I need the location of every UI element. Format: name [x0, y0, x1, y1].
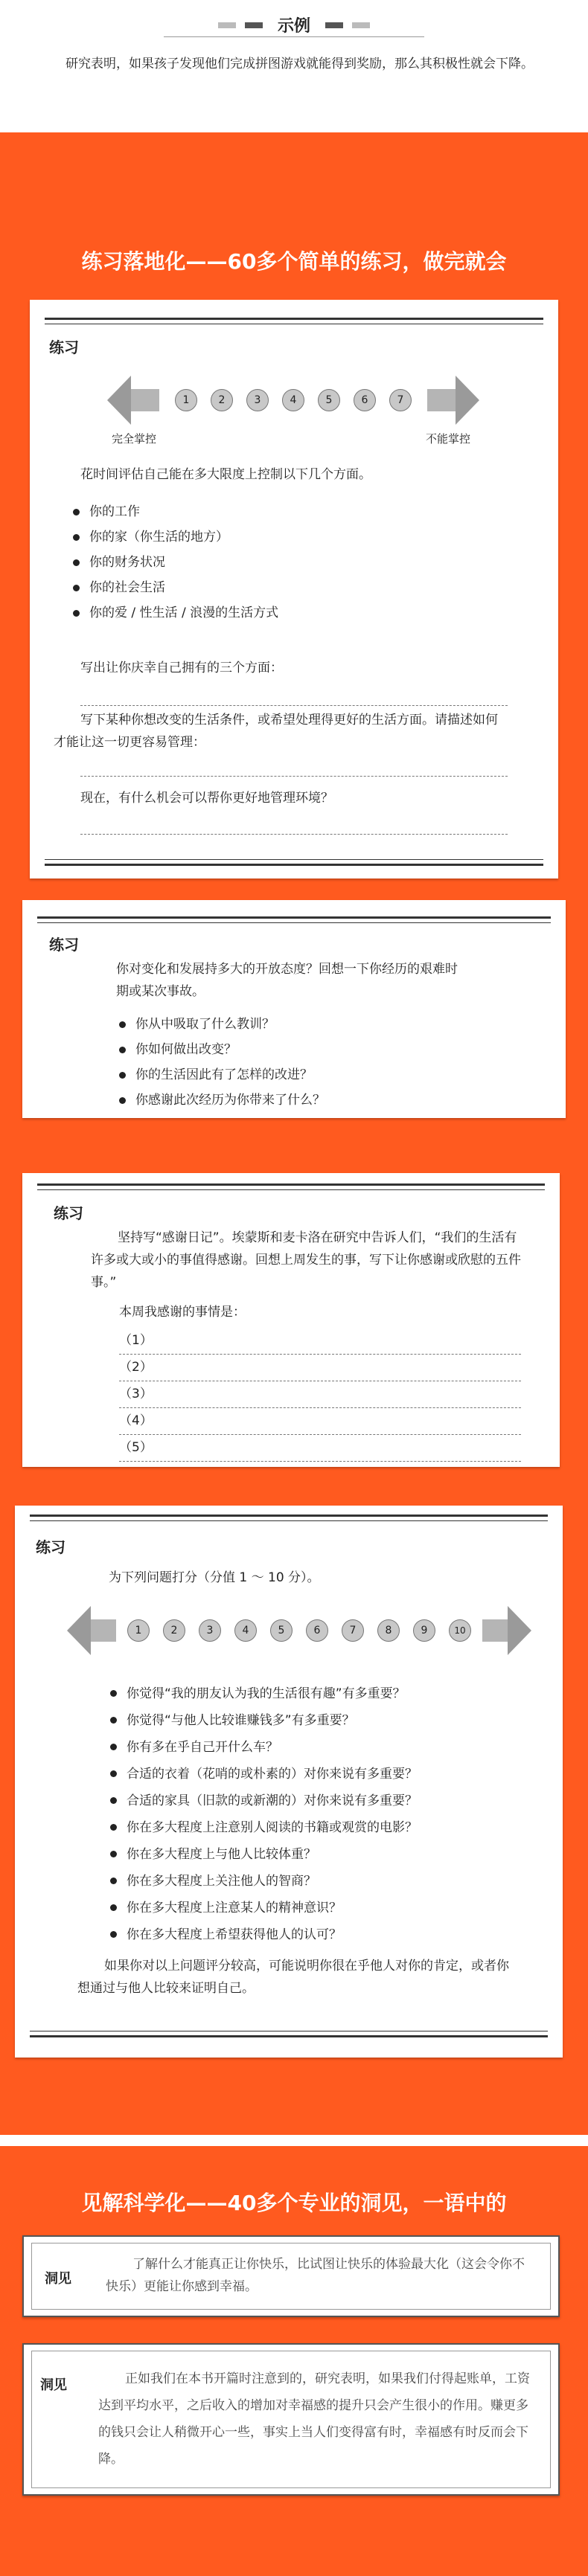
- exercise1-card: [30, 300, 558, 879]
- insight1-text: 了解什么才能真正让你快乐，比试图让快乐的体验最大化（这会令你不快乐）更能让你感到幸福。: [106, 2257, 525, 2294]
- scale-point: 8: [377, 1619, 400, 1642]
- insight2-text: 正如我们在本书开篇时注意到的，研究表明，如果我们付得起账单，工资达到平均水平，之后收入的增加对幸福感的提升只会产生很小的作用。赚更多的钱只会让人稍微开心一些，事实上当人们变得富有时，幸福感有时反而会下降。: [98, 2371, 530, 2467]
- example-block: [0, 0, 588, 132]
- exercise3-card: [22, 1173, 560, 1467]
- example-header: [0, 13, 588, 36]
- exercise3-prompt: 本周我感谢的事情是：: [119, 1305, 246, 1320]
- exercise2-label: 练习: [49, 936, 79, 954]
- list-item: 你的爱 / 性生活 / 浪漫的生活方式: [70, 600, 278, 626]
- exercise3-intro: 坚持写“感谢日记”。埃蒙斯和麦卡洛在研究中告诉人们，“我们的生活有许多或大或小的事值得感谢。回想上周发生的事，写下让你感谢或欣慰的五件事。”: [91, 1230, 521, 1290]
- left-arrow-icon: [107, 376, 159, 425]
- list-item: 你的社会生活: [70, 575, 278, 600]
- list-item: 你在多大程度上与他人比较体重？: [107, 1841, 418, 1868]
- scale-point: 5: [318, 389, 340, 411]
- exercise1-q1: 写出让你庆幸自己拥有的三个方面：: [80, 661, 283, 675]
- answer-line[interactable]: [80, 705, 508, 706]
- list-item[interactable]: （2）: [119, 1355, 521, 1381]
- insight2-label: 洞见: [40, 2377, 67, 2393]
- list-item: 你的工作: [70, 499, 278, 524]
- list-item: 你感谢此次经历为你带来了什么？: [116, 1088, 325, 1113]
- list-item: 你从中吸取了什么教训？: [116, 1012, 325, 1037]
- exercise1-label: 练习: [49, 338, 79, 356]
- list-item: 你在多大程度上关注他人的智商？: [107, 1868, 418, 1895]
- scale-point: 6: [306, 1619, 328, 1642]
- right-arrow-icon: [427, 376, 479, 425]
- scale-point: 4: [282, 389, 304, 411]
- insight1-label: 洞见: [45, 2271, 71, 2287]
- exercise4-intro: 为下列问题打分（分值 1 ～ 10 分）。: [109, 1570, 320, 1585]
- exercise4-label: 练习: [36, 1538, 65, 1556]
- exercise4-bullets: [107, 1680, 418, 1948]
- list-item: 你有多在乎自己开什么车？: [107, 1734, 418, 1761]
- exercise2-card: [22, 900, 566, 1118]
- list-item[interactable]: （5）: [119, 1435, 521, 1462]
- section2-title: 见解科学化——40多个专业的洞见，一语中的: [81, 2191, 507, 2215]
- list-item: 你的生活因此有了怎样的改进？: [116, 1062, 325, 1088]
- scale-point: 3: [199, 1619, 221, 1642]
- list-item: 你如何做出改变？: [116, 1037, 325, 1062]
- scale-point: 1: [175, 389, 197, 411]
- list-item: 你在多大程度上注意别人阅读的书籍或观赏的电影？: [107, 1814, 418, 1841]
- list-item[interactable]: （3）: [119, 1381, 521, 1408]
- scale-point: 2: [211, 389, 233, 411]
- scale-right-label: 不能掌控: [426, 432, 471, 446]
- exercise3-label: 练习: [54, 1204, 83, 1222]
- list-item: 你在多大程度上希望获得他人的认可？: [107, 1921, 418, 1948]
- scale-point: 9: [413, 1619, 435, 1642]
- exercise1-scale: [107, 376, 479, 425]
- gratitude-list: [119, 1328, 521, 1462]
- list-item[interactable]: （1）: [119, 1328, 521, 1355]
- list-item: 你的家（你生活的地方）: [70, 524, 278, 550]
- right-arrow-icon: [482, 1606, 531, 1655]
- example-label: 示例: [277, 16, 310, 36]
- scale-point: 3: [246, 389, 269, 411]
- insight1-card: [22, 2235, 560, 2317]
- exercise2-bullets: [116, 1012, 325, 1113]
- insight2-card: [22, 2343, 560, 2496]
- exercise1-intro: 花时间评估自己能在多大限度上控制以下几个方面。: [80, 467, 371, 482]
- list-item: 你的财务状况: [70, 550, 278, 575]
- list-item[interactable]: （4）: [119, 1408, 521, 1435]
- section1-title: 练习落地化——60多个简单的练习，做完就会: [81, 249, 507, 274]
- exercise1-q2: 写下某种你想改变的生活条件，或希望处理得更好的生活方面。请描述如何才能让这一切更容易管理：: [54, 713, 498, 750]
- list-item: 合适的衣着（花哨的或朴素的）对你来说有多重要？: [107, 1761, 418, 1788]
- list-item: 合适的家具（旧款的或新潮的）对你来说有多重要？: [107, 1788, 418, 1814]
- exercise4-scale: [67, 1606, 531, 1655]
- left-arrow-icon: [67, 1606, 116, 1655]
- scale-point: 5: [270, 1619, 293, 1642]
- exercise4-outro: 如果你对以上问题评分较高，可能说明你很在乎他人对你的肯定，或者你想通过与他人比较来证明自己。: [77, 1959, 509, 1996]
- list-item: 你在多大程度上注意某人的精神意识？: [107, 1895, 418, 1921]
- scale-point: 10: [449, 1619, 471, 1642]
- scale-point: 2: [163, 1619, 185, 1642]
- list-item: 你觉得“我的朋友认为我的生活很有趣”有多重要？: [107, 1680, 418, 1707]
- scale-point: 7: [389, 389, 412, 411]
- exercise2-intro: 你对变化和发展持多大的开放态度？回想一下你经历的艰难时期或某次事故。: [116, 962, 458, 999]
- list-item: 你觉得“与他人比较谁赚钱多”有多重要？: [107, 1707, 418, 1734]
- scale-point: 4: [234, 1619, 257, 1642]
- scale-left-label: 完全掌控: [112, 432, 157, 446]
- exercise4-card: [15, 1506, 563, 2058]
- answer-line[interactable]: [80, 834, 508, 835]
- exercise1-bullets: [70, 499, 278, 626]
- answer-line[interactable]: [80, 776, 508, 777]
- exercise1-q3: 现在，有什么机会可以帮你更好地管理环境？: [80, 791, 333, 806]
- scale-point: 7: [342, 1619, 364, 1642]
- scale-point: 6: [354, 389, 376, 411]
- example-text: 研究表明，如果孩子发现他们完成拼图游戏就能得到奖励，那么其积极性就会下降。: [65, 57, 534, 71]
- scale-point: 1: [127, 1619, 150, 1642]
